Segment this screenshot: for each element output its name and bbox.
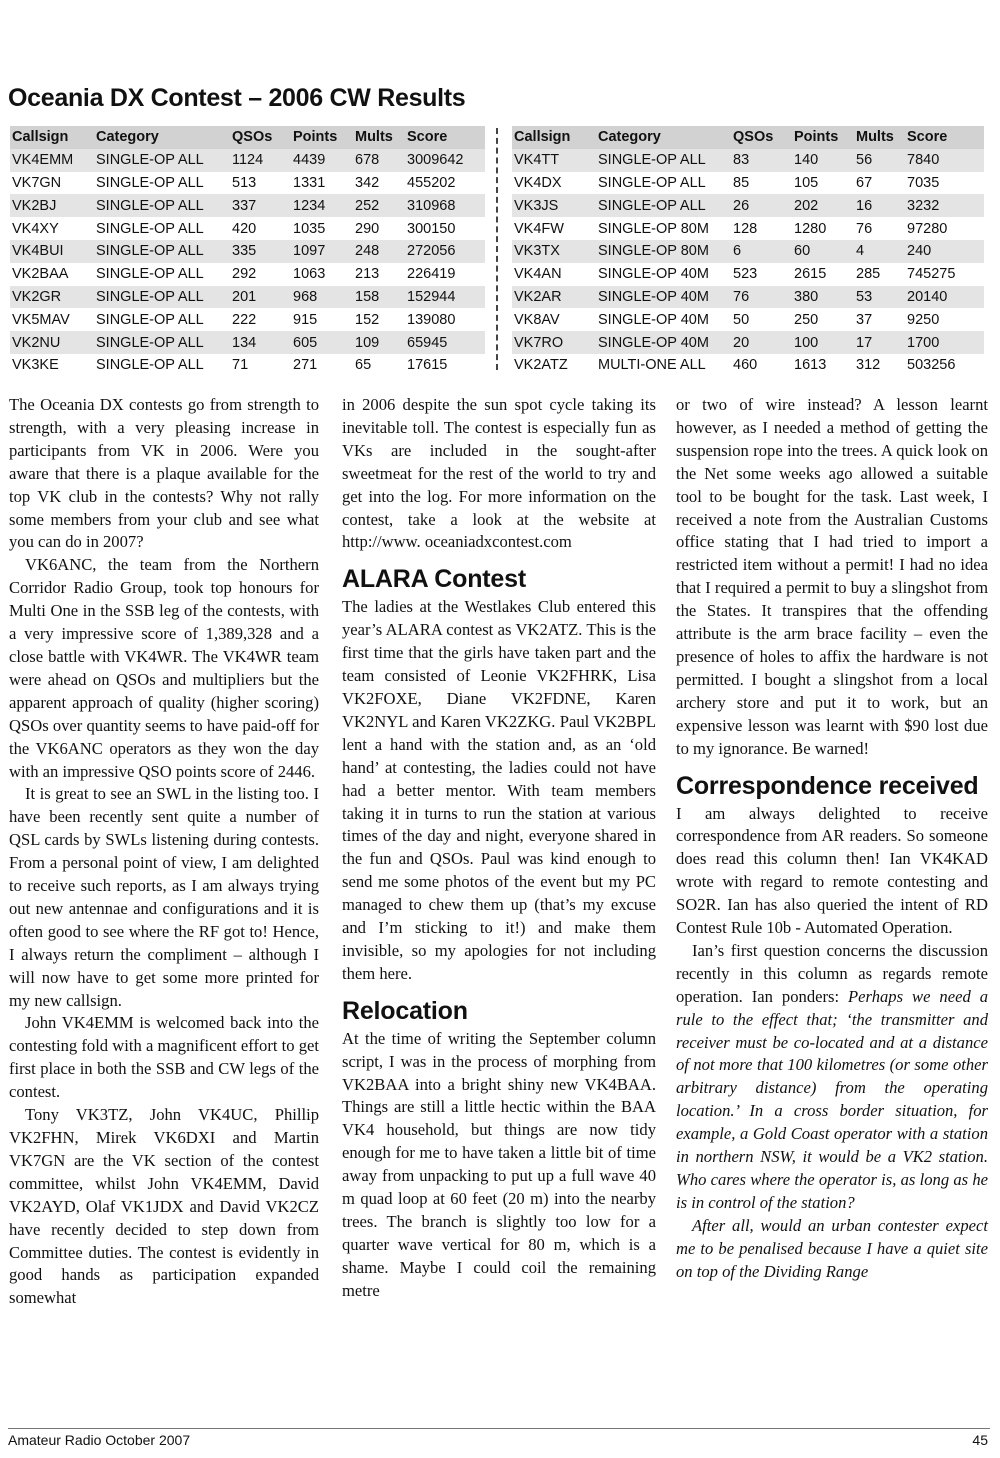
cell-mults: 53 xyxy=(854,286,905,309)
cell-qsos: 76 xyxy=(731,286,792,309)
cell-callsign: VK4XY xyxy=(10,217,94,240)
cell-mults: 290 xyxy=(353,217,405,240)
cell-score: 20140 xyxy=(905,286,984,309)
cell-category: SINGLE-OP 80M xyxy=(596,217,731,240)
header-points: Points xyxy=(291,126,353,149)
table-row xyxy=(10,194,485,217)
cell-category: SINGLE-OP ALL xyxy=(94,172,230,195)
cell-score: 7035 xyxy=(905,172,984,195)
cell-points: 605 xyxy=(291,331,353,354)
table-row xyxy=(512,308,984,331)
cell-points: 250 xyxy=(792,308,854,331)
cell-qsos: 6 xyxy=(731,240,792,263)
article-column-1 xyxy=(9,394,319,1394)
cell-callsign: VK2NU xyxy=(10,331,94,354)
cell-category: SINGLE-OP 80M xyxy=(596,240,731,263)
cell-qsos: 523 xyxy=(731,263,792,286)
article-paragraph: I am always delighted to receive correspondence from AR readers. So someone does read this column then! Ian VK4KAD wrote with regard to remote contesting and SO2R. Ian has also queried the intent of RD Contest Rule 10b - Automated Operation. xyxy=(676,803,988,938)
page-title: Oceania DX Contest – 2006 CW Results xyxy=(8,84,466,112)
article-column-2 xyxy=(342,394,656,1394)
cell-callsign: VK3JS xyxy=(512,194,596,217)
results-table-left xyxy=(10,126,485,377)
cell-points: 100 xyxy=(792,331,854,354)
table-row xyxy=(512,354,984,377)
cell-callsign: VK3KE xyxy=(10,354,94,377)
cell-mults: 67 xyxy=(854,172,905,195)
table-row xyxy=(10,240,485,263)
header-callsign: Callsign xyxy=(10,126,94,149)
footer-publication: Amateur Radio October 2007 xyxy=(8,1432,191,1448)
cell-points: 2615 xyxy=(792,263,854,286)
cell-score: 65945 xyxy=(405,331,485,354)
cell-points: 915 xyxy=(291,308,353,331)
cell-callsign: VK4AN xyxy=(512,263,596,286)
cell-callsign: VK4TT xyxy=(512,149,596,172)
cell-mults: 56 xyxy=(854,149,905,172)
cell-category: MULTI-ONE ALL xyxy=(596,354,731,377)
table-header-row xyxy=(512,126,984,149)
table-row xyxy=(10,172,485,195)
cell-points: 1234 xyxy=(291,194,353,217)
cell-score: 272056 xyxy=(405,240,485,263)
cell-callsign: VK2AR xyxy=(512,286,596,309)
article-paragraph: After all, would an urban contester expect me to be penalised because I have a quiet site on top of the Dividing Range xyxy=(676,1215,988,1281)
cell-category: SINGLE-OP ALL xyxy=(596,194,731,217)
page-number: 45 xyxy=(972,1432,988,1448)
cell-callsign: VK7GN xyxy=(10,172,94,195)
cell-mults: 213 xyxy=(353,263,405,286)
cell-score: 139080 xyxy=(405,308,485,331)
cell-qsos: 85 xyxy=(731,172,792,195)
cell-points: 1280 xyxy=(792,217,854,240)
cell-qsos: 460 xyxy=(731,354,792,377)
cell-mults: 285 xyxy=(854,263,905,286)
quoted-text: Perhaps we need a rule to the effect that; ‘the transmitter and receiver must be co-located and at a distance of not more that 100 kilometres (or some other arbitrary distance) from the operating location.’ In a cross border situation, for example, a Gold Coast operator with a station in northern NSW, it would be a VK2 station. Who cares where the operator is, as long as he is in control of the station? xyxy=(676,986,988,1212)
cell-qsos: 83 xyxy=(731,149,792,172)
cell-callsign: VK7RO xyxy=(512,331,596,354)
cell-score: 745275 xyxy=(905,263,984,286)
table-header-row xyxy=(10,126,485,149)
cell-category: SINGLE-OP ALL xyxy=(94,308,230,331)
article-paragraph xyxy=(676,940,988,1215)
cell-mults: 312 xyxy=(854,354,905,377)
table-row xyxy=(10,331,485,354)
table-row xyxy=(10,263,485,286)
cell-callsign: VK4BUI xyxy=(10,240,94,263)
cell-score: 300150 xyxy=(405,217,485,240)
cell-category: SINGLE-OP ALL xyxy=(94,194,230,217)
table-row xyxy=(10,354,485,377)
cell-qsos: 335 xyxy=(230,240,291,263)
cell-category: SINGLE-OP ALL xyxy=(94,149,230,172)
cell-mults: 109 xyxy=(353,331,405,354)
cell-category: SINGLE-OP ALL xyxy=(596,149,731,172)
cell-callsign: VK2ATZ xyxy=(512,354,596,377)
cell-score: 1700 xyxy=(905,331,984,354)
cell-score: 455202 xyxy=(405,172,485,195)
section-heading-correspondence: Correspondence received xyxy=(676,771,979,800)
cell-mults: 37 xyxy=(854,308,905,331)
section-heading-relocation: Relocation xyxy=(342,996,468,1025)
table-row xyxy=(512,286,984,309)
article-paragraph: or two of wire instead? A lesson learnt however, as I needed a method of getting the suspension rope into the trees. A quick look on the Net some weeks ago allowed a suitable tool to be bought for the task. Last week, I received a note from the Australian Customs office stating that I had tried to import a restricted item without a permit! I had no idea that I required a permit to buy a slingshot from the States. It transpires that the offending attribute is the arm brace facility – even the presence of holes to affix the hardware is not permitted. I bought a slingshot from a local archery store and put it to work, but an expensive lesson was learnt with $90 lost due to my ignorance. Be warned! xyxy=(676,395,988,758)
cell-callsign: VK4FW xyxy=(512,217,596,240)
cell-points: 271 xyxy=(291,354,353,377)
article-paragraph: John VK4EMM is welcomed back into the contesting fold with a magnificent effort to get first place in both the SSB and CW legs of the contest. xyxy=(9,1013,319,1102)
cell-score: 3009642 xyxy=(405,149,485,172)
header-score: Score xyxy=(405,126,485,149)
cell-qsos: 50 xyxy=(731,308,792,331)
cell-category: SINGLE-OP 40M xyxy=(596,308,731,331)
article-paragraph: Tony VK3TZ, John VK4UC, Phillip VK2FHN, Mirek VK6DXI and Martin VK7GN are the VK section of the contest committee, whilst John VK4EMM, David VK2AYD, Olaf VK1JDX and David VK2CZ have recently decided to step down from Committee duties. The contest is evidently in good hands as participation expanded somewhat xyxy=(9,1105,319,1308)
cell-mults: 678 xyxy=(353,149,405,172)
table-row xyxy=(512,217,984,240)
header-score: Score xyxy=(905,126,984,149)
table-row xyxy=(10,308,485,331)
cell-category: SINGLE-OP ALL xyxy=(596,172,731,195)
cell-qsos: 1124 xyxy=(230,149,291,172)
cell-score: 97280 xyxy=(905,217,984,240)
article-paragraph: in 2006 despite the sun spot cycle taking its inevitable toll. The contest is especially fun as VKs are included in the sought-after sweetmeat for the rest of the world to try and get into the log. For more information on the contest, take a look at the website at http://www. oceaniadxcontest.com xyxy=(342,395,656,552)
cell-qsos: 337 xyxy=(230,194,291,217)
cell-score: 310968 xyxy=(405,194,485,217)
cell-points: 60 xyxy=(792,240,854,263)
cell-qsos: 420 xyxy=(230,217,291,240)
cell-qsos: 292 xyxy=(230,263,291,286)
cell-score: 3232 xyxy=(905,194,984,217)
header-points: Points xyxy=(792,126,854,149)
cell-qsos: 128 xyxy=(731,217,792,240)
header-category: Category xyxy=(596,126,731,149)
table-row xyxy=(512,194,984,217)
cell-points: 202 xyxy=(792,194,854,217)
cell-points: 380 xyxy=(792,286,854,309)
cell-points: 1097 xyxy=(291,240,353,263)
cell-callsign: VK3TX xyxy=(512,240,596,263)
table-row xyxy=(512,149,984,172)
table-row xyxy=(512,172,984,195)
cell-mults: 248 xyxy=(353,240,405,263)
cell-score: 240 xyxy=(905,240,984,263)
header-category: Category xyxy=(94,126,230,149)
header-qsos: QSOs xyxy=(230,126,291,149)
cell-points: 105 xyxy=(792,172,854,195)
cell-callsign: VK2GR xyxy=(10,286,94,309)
cell-callsign: VK5MAV xyxy=(10,308,94,331)
cell-mults: 76 xyxy=(854,217,905,240)
table-row xyxy=(512,240,984,263)
paragraph-text: Ian’s first question concerns the discussion recently in this column as regards remote operation. Ian ponders: xyxy=(676,940,988,1006)
cell-category: SINGLE-OP 40M xyxy=(596,331,731,354)
header-mults: Mults xyxy=(854,126,905,149)
cell-category: SINGLE-OP ALL xyxy=(94,331,230,354)
cell-points: 968 xyxy=(291,286,353,309)
cell-points: 4439 xyxy=(291,149,353,172)
table-row xyxy=(10,217,485,240)
cell-mults: 16 xyxy=(854,194,905,217)
cell-callsign: VK8AV xyxy=(512,308,596,331)
cell-mults: 17 xyxy=(854,331,905,354)
results-table-right xyxy=(512,126,984,377)
cell-score: 9250 xyxy=(905,308,984,331)
cell-score: 7840 xyxy=(905,149,984,172)
header-qsos: QSOs xyxy=(731,126,792,149)
table-divider xyxy=(496,128,498,370)
cell-score: 152944 xyxy=(405,286,485,309)
cell-category: SINGLE-OP 40M xyxy=(596,286,731,309)
cell-callsign: VK2BAA xyxy=(10,263,94,286)
header-callsign: Callsign xyxy=(512,126,596,149)
table-row xyxy=(10,149,485,172)
cell-qsos: 26 xyxy=(731,194,792,217)
cell-points: 1613 xyxy=(792,354,854,377)
cell-category: SINGLE-OP ALL xyxy=(94,217,230,240)
cell-qsos: 134 xyxy=(230,331,291,354)
table-row xyxy=(512,331,984,354)
cell-score: 17615 xyxy=(405,354,485,377)
article-column-3 xyxy=(676,394,988,1394)
cell-points: 140 xyxy=(792,149,854,172)
cell-mults: 252 xyxy=(353,194,405,217)
cell-score: 226419 xyxy=(405,263,485,286)
section-heading-alara: ALARA Contest xyxy=(342,565,526,594)
table-row xyxy=(512,263,984,286)
article-paragraph: The ladies at the Westlakes Club entered this year’s ALARA contest as VK2ATZ. This is the first time that the girls have taken part and the team consisted of Leonie VK2FHRK, Lisa VK2FOXE, Diane VK2FDNE, Karen VK2NYL and Karen VK2ZKG. Paul VK2BPL lent a hand with the station and, as an ‘old hand’ at contesting, the ladies could not have had a better mentor. With team members taking it in turns to run the station at various times of the day and night, everyone shared in the fun and QSOs. Paul was kind enough to send me some photos of the event but my PC managed to chew them up (that’s my excuse and I’m sticking to it!) and make them invisible, so my apologies for not including them here. xyxy=(342,597,656,983)
table-row xyxy=(10,286,485,309)
cell-callsign: VK2BJ xyxy=(10,194,94,217)
cell-qsos: 222 xyxy=(230,308,291,331)
footer-rule xyxy=(8,1428,990,1429)
cell-qsos: 71 xyxy=(230,354,291,377)
cell-mults: 158 xyxy=(353,286,405,309)
cell-category: SINGLE-OP ALL xyxy=(94,263,230,286)
cell-callsign: VK4EMM xyxy=(10,149,94,172)
cell-callsign: VK4DX xyxy=(512,172,596,195)
cell-qsos: 513 xyxy=(230,172,291,195)
cell-mults: 4 xyxy=(854,240,905,263)
cell-category: SINGLE-OP 40M xyxy=(596,263,731,286)
cell-qsos: 201 xyxy=(230,286,291,309)
article-paragraph: The Oceania DX contests go from strength to strength, with a very pleasing increase in participants from VK in 2006. Were you aware that there is a plaque available for the top VK club in the contests? Why not rally some members from your club and see what you can do in 2007? xyxy=(9,395,319,552)
cell-category: SINGLE-OP ALL xyxy=(94,240,230,263)
cell-points: 1035 xyxy=(291,217,353,240)
article-paragraph: VK6ANC, the team from the Northern Corridor Radio Group, took top honours for Multi One in the SSB leg of the contests, with a very impressive score of 1,389,328 and a close battle with VK4WR. The VK4WR team were ahead on QSOs and multipliers but the apparent approach of quality (higher scoring) QSOs over quantity seems to have paid-off for the VK6ANC operators as they won the day with an impressive QSO points score of 2446. xyxy=(9,555,319,781)
cell-category: SINGLE-OP ALL xyxy=(94,354,230,377)
cell-points: 1063 xyxy=(291,263,353,286)
cell-points: 1331 xyxy=(291,172,353,195)
cell-qsos: 20 xyxy=(731,331,792,354)
header-mults: Mults xyxy=(353,126,405,149)
article-paragraph: At the time of writing the September column script, I was in the process of morphing from VK2BAA into a bright shiny new VK4BAA. Things are still a little hectic within the BAA VK4 household, but things are now tidy enough for me to have taken a little bit of time away from unpacking to put up a full wave 40 m quad loop at 60 feet (20 m) into the nearby trees. The branch is slightly too low for a quarter wave vertical for 80 m, which is a shame. Maybe I could coil the remaining metre xyxy=(342,1028,656,1300)
cell-mults: 342 xyxy=(353,172,405,195)
cell-mults: 65 xyxy=(353,354,405,377)
cell-mults: 152 xyxy=(353,308,405,331)
cell-score: 503256 xyxy=(905,354,984,377)
cell-category: SINGLE-OP ALL xyxy=(94,286,230,309)
article-paragraph: It is great to see an SWL in the listing too. I have been recently sent quite a number of QSL cards by SWLs listening during contests. From a personal point of view, I am delighted to receive such reports, as I am always trying out new antennae and configurations and it is often good to see where the RF got to! Hence, I always return the compliment – although I will now have to get some more printed for my new callsign. xyxy=(9,784,319,1010)
